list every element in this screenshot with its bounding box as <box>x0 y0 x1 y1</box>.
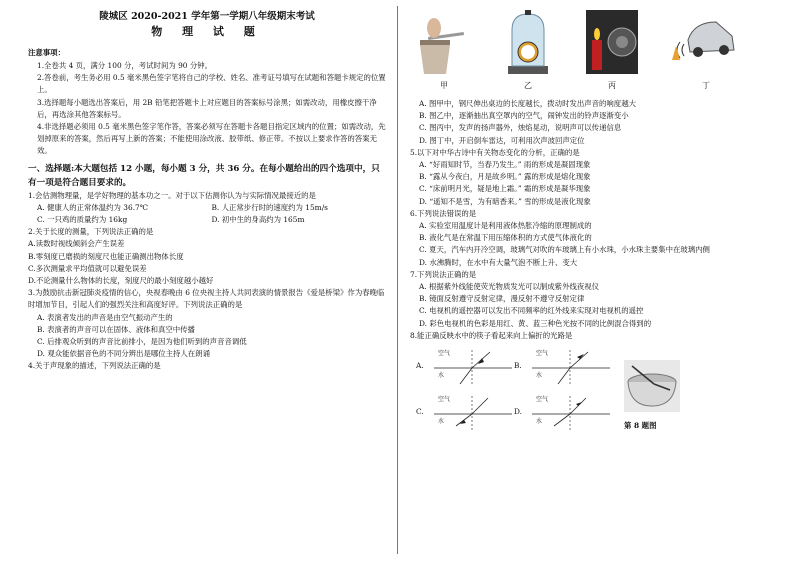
column-divider <box>397 6 398 554</box>
q3-stem: 3.为鼓励抗击新冠肺炎疫情的信心，央视春晚由 6 位央视主持人共同表演的情景报告《爱是桥梁》作为春晚临时增加节目，引起人们的强烈关注和高度好评。下列说法正确的是 <box>28 288 385 310</box>
water-label: 水 <box>536 418 543 426</box>
q8-diagrams <box>410 344 772 438</box>
q1-option-d: D. 初中生的身高约为 165m <box>211 215 305 225</box>
q4-option-c: C. 图丙中，发声的扬声器外，烛焰晃动，说明声可以传递信息 <box>419 123 622 133</box>
note-item: 1.全卷共 4 页，满分 100 分，考试时间为 90 分钟。 <box>37 61 213 70</box>
section-heading: 一、选择题:本大题包括 12 小题，每小题 3 分，共 36 分。在每小题给出的四个选项中，只有一项是符合题目要求的。 <box>28 163 380 188</box>
q4-figures <box>410 0 772 98</box>
light-path-diagram-a <box>416 348 516 388</box>
water-label: 水 <box>438 372 445 380</box>
option-letter-c: C. <box>416 407 424 417</box>
q2-stem: 2.关于长度的测量，下列说法正确的是 <box>28 227 154 237</box>
right-column <box>410 0 772 438</box>
notes-heading: 注意事项： <box>28 48 65 57</box>
q7-option-b: B. 镜面反射遵守反射定律，漫反射不遵守反射定律 <box>419 294 585 304</box>
light-path-diagram-d <box>514 394 614 434</box>
note-item: 4.非选择题必须用 0.5 毫米黑色签字笔作答，答案必须写在答题卡各题目指定区域内的位置；如需改动，先划掉原来的答案，然后再写上新的答案；不能使用涂改液、胶带纸、修正带。不按以上要求作答的答案无效。 <box>37 122 386 156</box>
q1-option-b: B. 人正常步行时的速度约为 15m/s <box>211 202 328 212</box>
q4-option-a: A. 图甲中，钢尺伸出桌边的长度越长，拨动时发出声音的响度越大 <box>419 99 636 108</box>
q6-stem: 6.下列说法错误的是 <box>410 208 477 218</box>
air-label: 空气 <box>536 350 549 358</box>
q5-stem: 5.以下对中华古诗中有关物态变化的分析，正确的是 <box>410 147 580 157</box>
note-item: 2.答卷前，考生务必用 0.5 毫米黑色签字笔将自己的学校、姓名、准考证号填写在试题和答题卡规定的位置上。 <box>37 73 386 95</box>
light-path-diagram-c <box>416 394 516 434</box>
water-label: 水 <box>438 418 445 426</box>
q3-option-d: D. 观众能依据音色的不同分辨出是哪位主持人在朗诵 <box>37 349 210 359</box>
q2-option-b: B.零刻度已磨损的刻度尺也能正确测出物体长度 <box>28 251 184 261</box>
q4-option-b: B. 图乙中，逐渐抽出真空罩内的空气，闹钟发出的铃声逐渐变小 <box>419 111 629 121</box>
q4-option-d: D. 图丁中，开启倒车雷达，可利用次声波回声定位 <box>419 135 585 145</box>
q3-option-c: C. 后排观众听到的声音比前排小，是因为他们听到的声音音调低 <box>37 337 247 347</box>
figure-label-yi: 乙 <box>524 81 532 90</box>
figure-label-bing: 丙 <box>608 81 616 90</box>
option-letter-b: B. <box>514 361 522 371</box>
q6-option-c: C. 夏天，汽车内开冷空调，玻璃气对吹的车玻璃上有小水珠，小水珠主要集中在玻璃内侧 <box>419 245 710 255</box>
q6-option-b: B. 液化气是在常温下用压缩体积的方式使气体液化的 <box>419 233 592 243</box>
q1-option-c: C. 一只鸡的质量约为 16kg <box>37 215 128 225</box>
q2-option-d: D.不论测量什么物体的长度，刻度尺的最小刻度越小越好 <box>28 276 214 286</box>
light-path-diagram-b <box>514 348 614 388</box>
note-item: 3.选择题每小题选出答案后，用 2B 铅笔把答题卡上对应题目的答案标号涂黑；如需改动，用橡皮擦干净后，再选涂其他答案标号。 <box>37 97 377 119</box>
figure-caption: 第 8 题图 <box>624 421 657 431</box>
figure-label-ding: 丁 <box>702 81 710 90</box>
q8-stem: 8.能正确反映水中的筷子看起来向上偏折的光路是 <box>410 330 573 340</box>
q5-option-d: D. “遥知不是雪，为有暗香来。” 雪的形成是液化现象 <box>419 196 591 206</box>
q3-option-a: A. 表演者发出的声音是由空气振动产生的 <box>37 312 173 322</box>
q7-option-c: C. 电视机的遥控器可以发出不同频率的红外线来实现对电视机的遥控 <box>419 306 644 316</box>
reversing-radar-figure <box>672 10 738 74</box>
exam-subtitle: 物 理 试 题 <box>151 25 263 38</box>
exam-title: 陵城区 2020-2021 学年第一学期八年级期末考试 <box>99 11 315 22</box>
q2-option-a: A.读数时视线倾斜会产生误差 <box>28 239 125 249</box>
q5-option-b: B. “露从今夜白，月是故乡明。” 露的形成是熔化现象 <box>419 172 591 182</box>
q7-stem: 7.下列说法正确的是 <box>410 269 477 279</box>
air-label: 空气 <box>438 396 451 404</box>
water-label: 水 <box>536 372 543 380</box>
figure-label-jia: 甲 <box>440 81 448 90</box>
q5-option-a: A. “好雨知时节，当春乃发生。” 雨的形成是凝固现象 <box>419 160 591 170</box>
q7-option-d: D. 彩色电视机的色彩是用红、黄、蓝三种色光按不同的比例混合得到的 <box>419 318 652 328</box>
q1-stem: 1.会估测物理量，是学好物理的基本功之一。对于以下估测你认为与实际情况最接近的是 <box>28 190 316 200</box>
chopsticks-in-bowl-photo <box>624 360 680 412</box>
speaker-candle-figure <box>586 10 638 74</box>
bell-jar-alarm-figure <box>506 10 550 76</box>
air-label: 空气 <box>536 396 549 404</box>
option-letter-d: D. <box>514 407 523 417</box>
q4-stem: 4.关于声现象的描述，下列说法正确的是 <box>28 361 161 371</box>
q6-option-a: A. 实验室用温度计是利用液体热胀冷缩的原理制成的 <box>419 221 592 231</box>
ruler-on-table-figure <box>420 10 466 74</box>
q6-option-d: D. 水沸腾时，在水中有大量气泡不断上升、变大 <box>419 257 578 267</box>
q1-option-a: A. 健康人的正常体温约为 36.7℃ <box>37 202 149 212</box>
q7-option-a: A. 根据紫外线能使荧光物质发光可以制成紫外线夜视仪 <box>419 282 600 292</box>
left-column <box>28 0 386 373</box>
q3-option-b: B. 表演者的声音可以在固体、液体和真空中传播 <box>37 324 195 334</box>
q5-option-c: C. “床前明月光，疑是地上霜。” 霜的形成是凝华现象 <box>419 184 591 194</box>
air-label: 空气 <box>438 350 451 358</box>
q2-option-c: C.多次测量求平均值就可以避免误差 <box>28 263 147 273</box>
option-letter-a: A. <box>416 361 424 371</box>
